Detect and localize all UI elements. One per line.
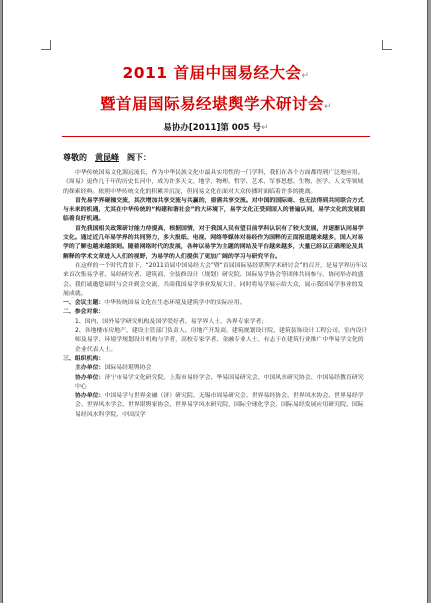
organizer-row	[63, 374, 369, 393]
document-title-line-2: 暨首届国际易经堪舆学术研讨会↵	[99, 95, 333, 113]
body-paragraph: 首先我国相关政策研讨能力待提高，根据国情，对于我国人民有望目前学科认识有了较大发展，并逐渐认同易学文化。通过近几年易学界的共同努力，多大报纸、电视、网络等媒体对易经作为国粹的正面报道越来越多，国人对易学的了解也越来越深刻。随着网络时代的发展，各种以易学为主题的网站及平台越来越多，大量已经以正确理论及其解释的学术文章进入人们的视野，为易学的人们提供了更加广阔的学习与研究平台。	[63, 225, 364, 260]
paragraph-mark-icon: ↵	[323, 102, 333, 112]
crop-mark-top-right	[382, 40, 392, 50]
organizer-label: 主办单位：	[75, 365, 105, 372]
organizer-row	[63, 392, 369, 420]
paragraph-mark-icon: ↵	[301, 71, 310, 81]
list-item: 1、国内、国外易学研究机构及国学爱好者、易学界人士、各界专家学者；	[75, 318, 268, 325]
organizer-text: 济宁市易学文化研究院、上海市易经学会、华易国易研究会、中国风水研究协会、中国易经教育研究中心	[75, 374, 364, 390]
organizer-label: 协办单位：	[75, 393, 105, 400]
organizer-text: 中国易学与世界金融（济）研究院、无锡市周易研究会、世界易经协会、世界风水协会、世界易经学会、世界风水学会、世界堪舆家协会、世界易学风水研究院、国际全球化学会、国际易经发展应用研究院、国际易经风水科学院、中国汉学	[75, 393, 364, 418]
salutation-suffix: 阁下：	[127, 153, 151, 162]
salutation-prefix: 尊敬的	[63, 153, 87, 162]
recipient-name: 黄昆峰	[95, 153, 119, 162]
document-body	[63, 169, 369, 420]
paragraph-mark-icon: ↵	[261, 123, 269, 133]
document-number: 易协办[2011]第 005 号↵	[163, 123, 269, 133]
document-page	[2, 0, 428, 603]
organizer-label: 协办单位：	[75, 374, 105, 381]
salutation	[63, 152, 151, 163]
crop-mark-top-left	[41, 40, 51, 50]
section-one	[63, 299, 369, 308]
body-paragraph: 首先易学界碰撞交流，其次增加共享交流与共赢的，亟需共享交流。对中国的国际商、也无法得到共同联合方式与未来的机遇，尤其在中华传统的“构建和谐社会”的大环境下，易学文化正受到国人的普遍认同，易学文化的发展面临着良好机遇。	[63, 197, 366, 223]
section-heading: 三、组织机构：	[63, 355, 105, 362]
list-item: 2、各地楼市房地产、建设主管部门负责人、房地产开发商、建筑规划设计院、建筑装饰设计工程公司、室内设计师及易学、环境学规划设计机构与学者，高校专家学者、金融专业人士、有志于在建筑行业推广中华易学文化的企业代表人士。	[75, 328, 368, 353]
section-heading: 一、会议主题：	[63, 300, 105, 307]
red-divider-line	[62, 136, 370, 137]
body-paragraph: 中华传统国易文化源远流长，作为中华民族文化中最具实用性的一门学科，我们在各个方面都得到广泛地应用。《周易》更作几千年的历史长河中，成为许多天文、地学、物理、哲学、艺术、军事思想、生物、医学、人文等领域的探索经典。依照中华传统文化的积累并沉淀，但同易文化在面对大众传播时面临着许多的挑战。	[63, 170, 364, 195]
body-paragraph: 在这样的一个时代背景下，“2011首届中国易经大会”暨“首届国际易经堪舆学术研讨会”的召开，是易学界历年以来首次集易学者、易经研究者、建筑商、全装修设计（规划）研究院、国际易学协会等团体共同参与、协同举办的盛会。我们诚邀您届时与会并到会交流，共商我国易学事业发展大计，同时将易学展示给大众，展示我国易学事业的发展成就。	[63, 262, 368, 297]
organizer-row	[63, 364, 369, 373]
document-title-line-1: 2011 首届中国易经大会↵	[122, 64, 310, 82]
section-text: 中华传统国易文化在生态环境及建筑学中的实际应用。	[104, 300, 246, 307]
section-heading: 二、参会对象：	[63, 309, 105, 316]
organizer-text: 国际易经堪舆协会	[104, 365, 152, 372]
